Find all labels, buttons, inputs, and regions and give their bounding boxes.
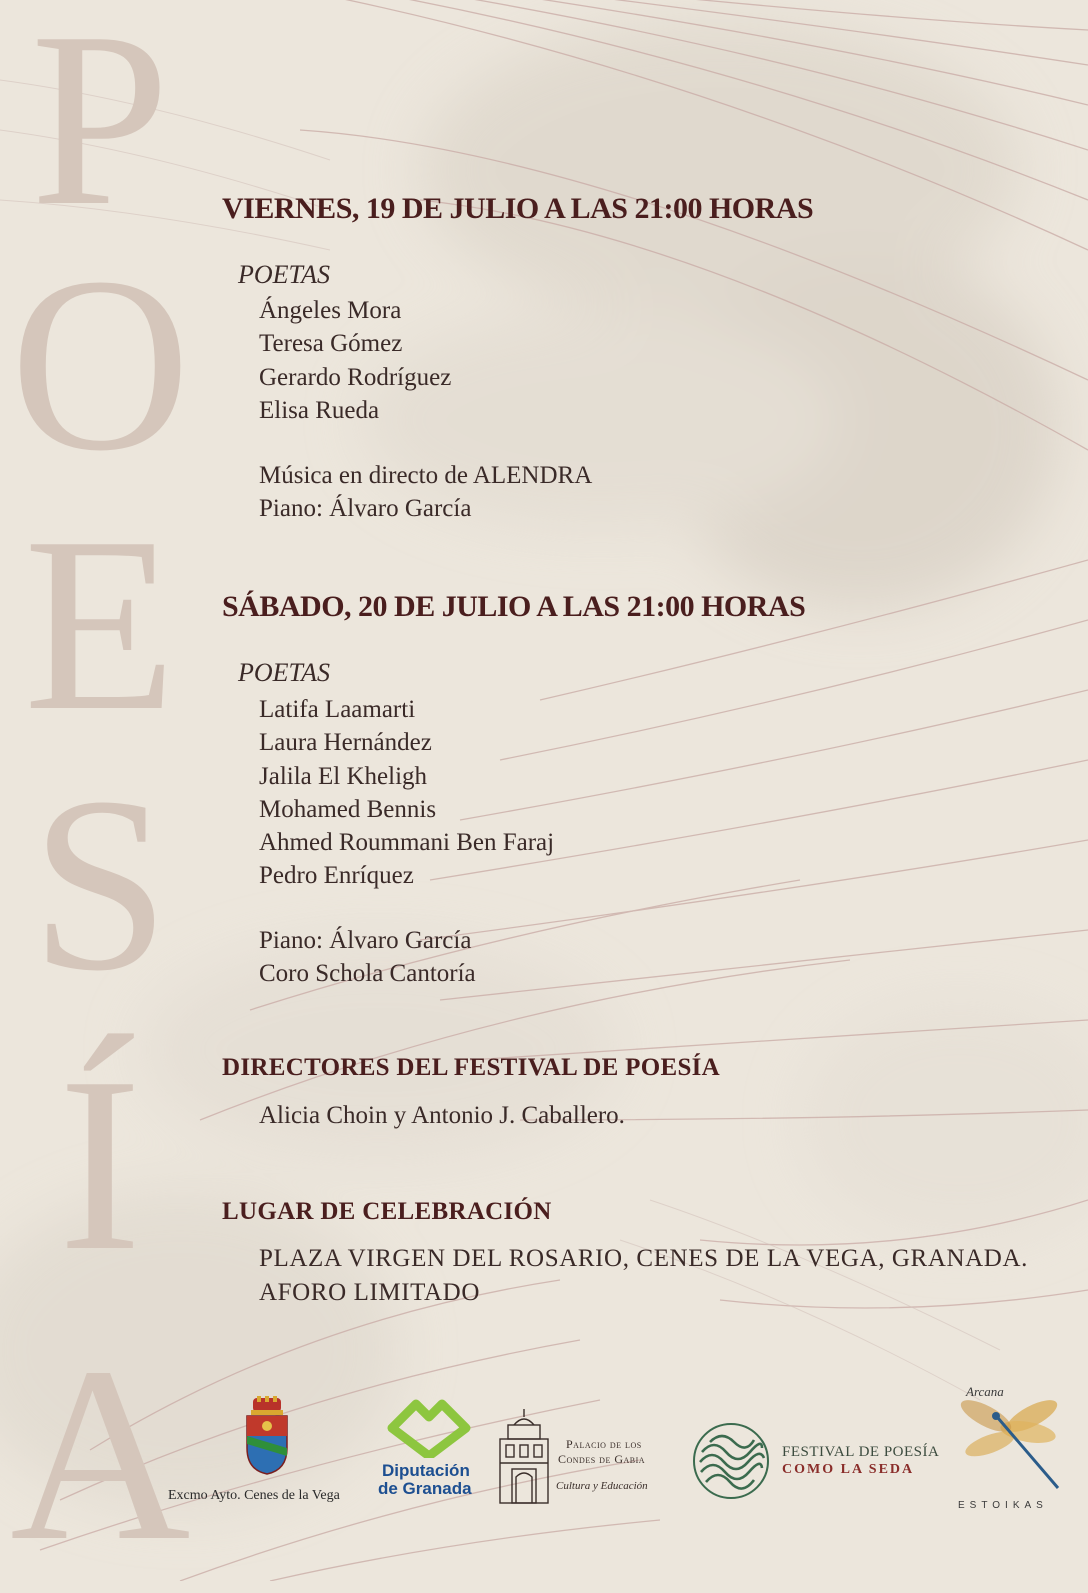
day1-poets-label: POETAS: [238, 260, 330, 289]
diputacion-label-1: Diputación: [382, 1461, 470, 1480]
day1-poets-list: [259, 294, 451, 427]
list-item: Latifa Laamarti: [259, 696, 416, 723]
venue-capacity-note: AFORO LIMITADO: [259, 1279, 480, 1306]
list-item: Gerardo Rodríguez: [259, 363, 452, 391]
palacio-label-3: Cultura y Educación: [556, 1480, 648, 1492]
sponsor-logos: [0, 1380, 1088, 1530]
coat-of-arms-icon: [243, 1396, 291, 1476]
list-item: Coro Schola Cantoría: [259, 960, 476, 988]
side-letter-p: P: [30, 0, 170, 258]
day2-poets-list: [259, 693, 554, 893]
day1-music-list: [259, 459, 592, 526]
ayto-label: Excmo Ayto. Cenes de la Vega: [168, 1488, 340, 1503]
list-item: Elisa Rueda: [259, 396, 380, 424]
festival-label-1: FESTIVAL DE POESÍA: [782, 1444, 940, 1460]
list-item: Jalila El Kheligh: [259, 762, 428, 790]
list-item: Pedro Enríquez: [259, 862, 414, 890]
estoikas-signature: Arcana: [966, 1384, 1004, 1399]
diputacion-logo-icon: [386, 1398, 472, 1458]
venue-address: PLAZA VIRGEN DEL ROSARIO, CENES DE LA VEGA, GRANADA.: [259, 1245, 1028, 1272]
day2-music-list: [259, 924, 476, 991]
estoikas-label: ESTOIKAS: [958, 1500, 1048, 1511]
list-item: Música en directo de ALENDRA: [259, 462, 593, 489]
list-item: Ahmed Roummani Ben Faraj: [259, 829, 555, 857]
venue-heading: LUGAR DE CELEBRACIÓN: [222, 1198, 552, 1225]
side-letter-e: E: [23, 486, 177, 763]
day1-heading: VIERNES, 19 DE JULIO A LAS 21:00 HORAS: [222, 192, 814, 225]
list-item: Teresa Gómez: [259, 330, 403, 358]
palacio-label-1: Palacio de los: [566, 1437, 642, 1451]
directors-heading: DIRECTORES DEL FESTIVAL DE POESÍA: [222, 1054, 721, 1081]
side-letter-a: A: [10, 1316, 191, 1593]
list-item: Laura Hernández: [259, 729, 432, 757]
day2-heading: SÁBADO, 20 DE JULIO A LAS 21:00 HORAS: [222, 590, 806, 623]
day2-poets-label: POETAS: [238, 658, 330, 687]
side-letter-o: O: [10, 226, 191, 503]
palacio-label-2: Condes de Gabia: [558, 1452, 646, 1466]
list-item: Piano: Álvaro García: [259, 495, 472, 523]
palace-facade-icon: [498, 1407, 550, 1505]
list-item: Ángeles Mora: [259, 297, 402, 324]
diputacion-label-2: de Granada: [378, 1479, 472, 1498]
festival-label-2: COMO LA SEDA: [782, 1462, 915, 1477]
list-item: Mohamed Bennis: [259, 795, 437, 823]
festival-seda-logo-icon: [692, 1422, 770, 1500]
dragonfly-icon: [950, 1398, 1070, 1494]
directors-names: Alicia Choin y Antonio J. Caballero.: [259, 1102, 625, 1129]
side-letter-i: Í: [58, 1026, 142, 1303]
side-letter-s: S: [30, 746, 170, 1023]
list-item: Piano: Álvaro García: [259, 927, 472, 954]
